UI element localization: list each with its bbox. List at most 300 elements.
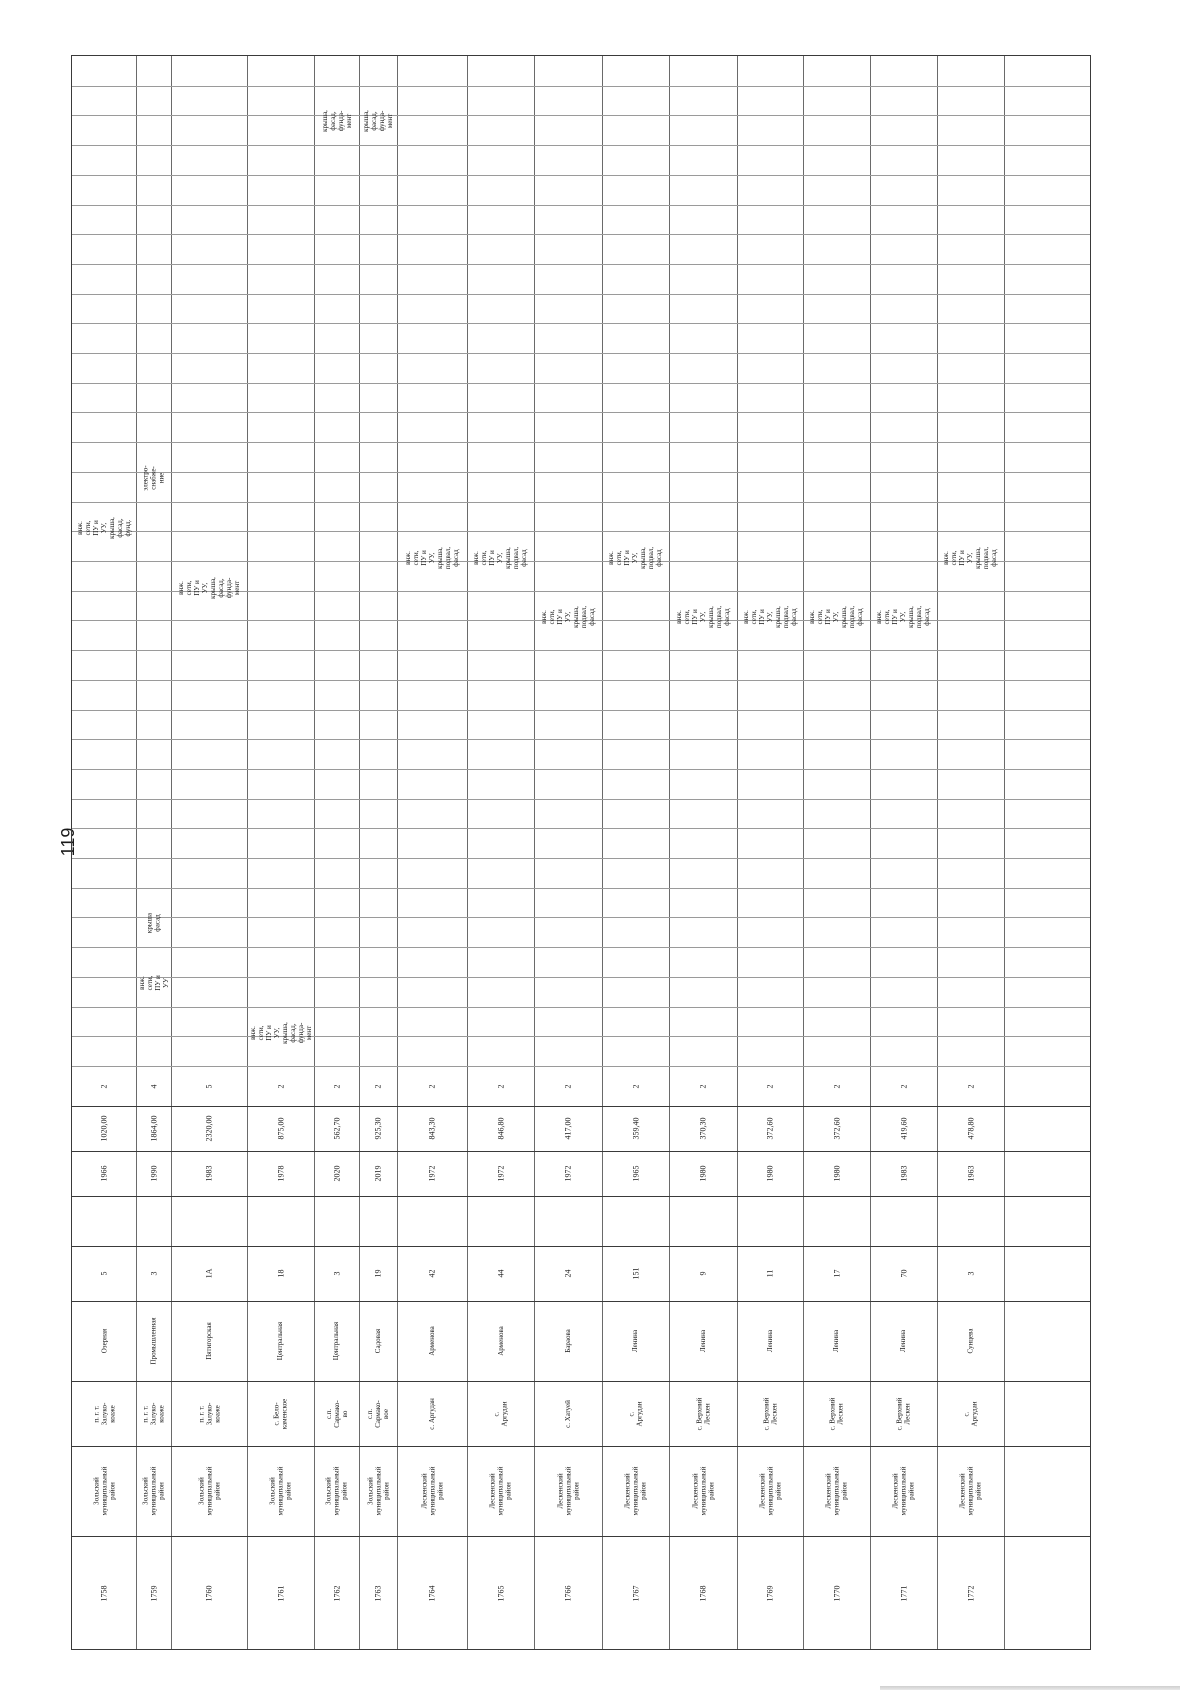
street-cell xyxy=(359,1301,397,1381)
area: 925,30 xyxy=(373,1117,383,1140)
work-note-cell xyxy=(737,585,803,650)
street-cell xyxy=(72,1301,136,1381)
row-number-cell xyxy=(737,1536,803,1651)
district-cell xyxy=(737,1446,803,1536)
house-number-cell xyxy=(247,1246,314,1301)
row-number-cell xyxy=(72,1536,136,1651)
build-year-cell xyxy=(359,1151,397,1196)
area: 478,80 xyxy=(966,1117,975,1140)
build-year: 1972 xyxy=(496,1165,505,1182)
area-cell xyxy=(314,1106,359,1151)
locality-cell xyxy=(803,1381,870,1446)
work-note: внж. сети, ПУ и УУ, крыша, подвал, фасад xyxy=(607,546,664,570)
floors: 4 xyxy=(149,1084,158,1088)
row-number: 1767 xyxy=(631,1585,640,1602)
row-number-cell xyxy=(803,1536,870,1651)
work-note: внж. сети, ПУ и УУ, крыша, подвал, фасад xyxy=(808,606,865,629)
house-number-cell xyxy=(534,1246,602,1301)
district-cell xyxy=(937,1446,1004,1536)
column-divider xyxy=(72,294,1090,295)
row-number-cell xyxy=(314,1536,359,1651)
area: 875,00 xyxy=(276,1117,285,1140)
build-year-cell xyxy=(72,1151,136,1196)
row-number-cell xyxy=(467,1536,534,1651)
work-note: внж. сети, ПУ и УУ, крыша, подвал, фасад xyxy=(942,546,999,570)
row-number: 1762 xyxy=(332,1585,341,1602)
row-number-cell xyxy=(171,1536,247,1651)
area: 370,30 xyxy=(698,1117,708,1140)
district: Лескенский муниципальный район xyxy=(556,1466,580,1516)
work-note-cell xyxy=(534,585,602,650)
district-cell xyxy=(397,1446,467,1536)
work-note-cell xyxy=(72,496,136,561)
street: Бараова xyxy=(564,1329,572,1353)
floors-cell xyxy=(870,1066,937,1106)
house-number: 3 xyxy=(332,1271,341,1276)
area-cell xyxy=(467,1106,534,1151)
locality-cell xyxy=(136,1381,171,1446)
locality-cell xyxy=(870,1381,937,1446)
build-year-cell xyxy=(247,1151,314,1196)
area-cell xyxy=(247,1106,314,1151)
locality-cell xyxy=(937,1381,1004,1446)
floors: 2 xyxy=(832,1084,841,1088)
floors-cell xyxy=(72,1066,136,1106)
column-divider xyxy=(72,323,1090,324)
street-cell xyxy=(397,1301,467,1381)
floors-cell xyxy=(937,1066,1004,1106)
district: Лескенский муниципальный район xyxy=(824,1466,849,1516)
area-cell xyxy=(737,1106,803,1151)
build-year: 1980 xyxy=(765,1165,775,1182)
area-cell xyxy=(870,1106,937,1151)
work-note: внж. сети, ПУ и УУ, крыша, подвал, фасад xyxy=(539,606,596,629)
row-number: 1763 xyxy=(373,1585,383,1602)
floors: 5 xyxy=(204,1084,214,1088)
floors-cell xyxy=(737,1066,803,1106)
house-number: 24 xyxy=(563,1269,573,1278)
district: Лескенский муниципальный район xyxy=(623,1466,648,1516)
area-cell xyxy=(937,1106,1004,1151)
column-divider xyxy=(72,353,1090,354)
district: Лескенский муниципальный район xyxy=(958,1466,983,1516)
floors: 2 xyxy=(427,1084,437,1088)
area-cell xyxy=(669,1106,737,1151)
floors-cell xyxy=(136,1066,171,1106)
floors-cell xyxy=(803,1066,870,1106)
column-divider xyxy=(72,264,1090,265)
district-cell xyxy=(359,1446,397,1536)
district: Зольский муниципальный район xyxy=(366,1466,390,1516)
build-year-cell xyxy=(171,1151,247,1196)
street-cell xyxy=(669,1301,737,1381)
house-number: 19 xyxy=(373,1269,383,1278)
street: Ленина xyxy=(832,1329,841,1353)
floors-cell xyxy=(669,1066,737,1106)
floors: 2 xyxy=(899,1084,908,1088)
house-number-cell xyxy=(737,1246,803,1301)
column-divider xyxy=(72,739,1090,740)
row-number-cell xyxy=(870,1536,937,1651)
locality: с. Хатуей xyxy=(563,1399,572,1428)
street: Центральная xyxy=(332,1321,341,1361)
floors: 2 xyxy=(765,1084,775,1088)
floors-cell xyxy=(171,1066,247,1106)
street: Озерная xyxy=(100,1328,108,1354)
district-cell xyxy=(72,1446,136,1536)
house-number-cell xyxy=(937,1246,1004,1301)
street-cell xyxy=(937,1301,1004,1381)
row-number: 1766 xyxy=(563,1585,573,1602)
area: 417,00 xyxy=(563,1117,573,1140)
row-number-cell xyxy=(534,1536,602,1651)
floors-cell xyxy=(314,1066,359,1106)
locality: с. Бело- каменское xyxy=(272,1398,289,1429)
locality-cell xyxy=(602,1381,669,1446)
house-number: 3 xyxy=(966,1271,975,1276)
locality: с.п. Сармако- вое xyxy=(365,1399,390,1428)
column-divider xyxy=(72,710,1090,711)
work-note-cell xyxy=(669,585,737,650)
work-note: внж. сети, ПУ и УУ, крыша, подвал, фасад xyxy=(674,606,731,629)
district-cell xyxy=(602,1446,669,1536)
build-year: 1972 xyxy=(427,1165,437,1182)
district: Зольский муниципальный район xyxy=(324,1466,349,1516)
house-number-cell xyxy=(803,1246,870,1301)
floors: 2 xyxy=(332,1084,341,1088)
street-cell xyxy=(136,1301,171,1381)
area: 1020,00 xyxy=(99,1115,109,1142)
house-number: 70 xyxy=(899,1269,908,1278)
work-note: крыша фасад xyxy=(145,913,162,934)
floors: 2 xyxy=(563,1084,573,1088)
house-number-cell xyxy=(467,1246,534,1301)
row-number-cell xyxy=(359,1536,397,1651)
column-divider xyxy=(72,977,1090,978)
row-number-cell xyxy=(937,1536,1004,1651)
area-cell xyxy=(171,1106,247,1151)
column-divider xyxy=(72,1036,1090,1037)
floors-cell xyxy=(534,1066,602,1106)
work-note: электро- снабже- ние xyxy=(141,465,166,491)
street: Арменова xyxy=(496,1326,505,1356)
floors-cell xyxy=(359,1066,397,1106)
work-note: внж. сети, ПУ и УУ, крыша, подвал, фасад xyxy=(875,606,932,629)
rotated-data-table xyxy=(71,55,1091,1650)
street: Промышленная xyxy=(149,1317,158,1365)
build-year: 1963 xyxy=(966,1165,975,1182)
street: Ленина xyxy=(766,1329,774,1353)
build-year: 1983 xyxy=(899,1165,908,1182)
work-note: внж. сети, ПУ и УУ, крыша, подвал, фасад xyxy=(472,546,529,570)
work-note-cell xyxy=(467,525,534,590)
district-cell xyxy=(870,1446,937,1536)
work-note-cell xyxy=(803,585,870,650)
locality: с. Аргудан xyxy=(427,1397,436,1430)
street: Пятигорская xyxy=(204,1322,213,1360)
area: 372,60 xyxy=(832,1117,841,1140)
street: Садовая xyxy=(373,1328,382,1354)
floors: 2 xyxy=(966,1084,975,1088)
work-note-cell xyxy=(247,1001,314,1066)
build-year: 1966 xyxy=(99,1165,109,1182)
area: 846,80 xyxy=(496,1117,505,1140)
work-note-cell xyxy=(602,525,669,590)
scan-edge-mark xyxy=(880,1686,1180,1690)
street-cell xyxy=(737,1301,803,1381)
locality: п. г. т. Залуко- коаже xyxy=(141,1402,166,1425)
build-year: 2020 xyxy=(332,1165,341,1182)
build-year-cell xyxy=(937,1151,1004,1196)
floors: 2 xyxy=(373,1084,383,1088)
house-number: 1А xyxy=(204,1268,214,1279)
column-divider xyxy=(72,947,1090,948)
area: 843,30 xyxy=(427,1117,437,1140)
build-year-cell xyxy=(467,1151,534,1196)
district: Лескенский муниципальный район xyxy=(488,1466,513,1516)
locality: с. Верхний Лескен xyxy=(828,1397,845,1430)
column-divider xyxy=(72,472,1090,473)
district-cell xyxy=(171,1446,247,1536)
locality: с. Аргудан xyxy=(962,1401,979,1426)
area-cell xyxy=(72,1106,136,1151)
build-year: 1972 xyxy=(563,1165,573,1182)
row-number: 1759 xyxy=(149,1585,158,1602)
row-number: 1769 xyxy=(765,1585,775,1602)
row-number: 1768 xyxy=(698,1585,708,1602)
house-number: 17 xyxy=(832,1269,841,1278)
row-number: 1761 xyxy=(276,1585,285,1602)
build-year-cell xyxy=(803,1151,870,1196)
district: Лескенский муниципальный район xyxy=(758,1466,782,1516)
column-divider xyxy=(72,888,1090,889)
house-number-cell xyxy=(359,1246,397,1301)
build-year-cell xyxy=(602,1151,669,1196)
build-year: 1983 xyxy=(204,1165,214,1182)
floors-cell xyxy=(397,1066,467,1106)
column-divider xyxy=(72,234,1090,235)
area: 359,40 xyxy=(631,1117,640,1140)
work-note-cell xyxy=(136,900,171,948)
house-number: 44 xyxy=(496,1269,505,1278)
district: Зольский муниципальный район xyxy=(141,1466,166,1516)
build-year-cell xyxy=(870,1151,937,1196)
street: Сунцева xyxy=(966,1328,975,1354)
floors: 2 xyxy=(276,1084,285,1088)
column-divider xyxy=(72,442,1090,443)
build-year-cell xyxy=(669,1151,737,1196)
house-number: 9 xyxy=(698,1271,708,1276)
district: Лескенский муниципальный район xyxy=(691,1466,715,1516)
work-note-cell xyxy=(397,525,467,590)
street-cell xyxy=(171,1301,247,1381)
row-number: 1758 xyxy=(99,1585,109,1602)
district-cell xyxy=(314,1446,359,1536)
locality: с. Верхний Лескен xyxy=(762,1397,778,1430)
row-number: 1771 xyxy=(899,1585,908,1602)
locality-cell xyxy=(171,1381,247,1446)
locality-cell xyxy=(72,1381,136,1446)
work-note: внж. сети, ПУ и УУ, крыша, фасад, фунд. xyxy=(75,517,132,540)
column-divider xyxy=(72,145,1090,146)
row-number-cell xyxy=(397,1536,467,1651)
row-number-cell xyxy=(669,1536,737,1651)
build-year-cell xyxy=(397,1151,467,1196)
district: Лескенский муниципальный район xyxy=(891,1466,916,1516)
column-divider xyxy=(72,1196,1090,1197)
street-cell xyxy=(247,1301,314,1381)
page-number: 119 xyxy=(58,827,78,857)
column-divider xyxy=(72,680,1090,681)
district-cell xyxy=(669,1446,737,1536)
area: 372,60 xyxy=(765,1117,775,1140)
column-divider xyxy=(72,175,1090,176)
locality: с. Аргудан xyxy=(627,1401,644,1426)
build-year-cell xyxy=(737,1151,803,1196)
column-divider xyxy=(72,1007,1090,1008)
house-number: 3 xyxy=(149,1271,158,1276)
floors-cell xyxy=(602,1066,669,1106)
house-number-cell xyxy=(171,1246,247,1301)
street-cell xyxy=(467,1301,534,1381)
area-cell xyxy=(359,1106,397,1151)
row-number-cell xyxy=(247,1536,314,1651)
street-cell xyxy=(534,1301,602,1381)
house-number-cell xyxy=(314,1246,359,1301)
column-divider xyxy=(72,205,1090,206)
locality-cell xyxy=(737,1381,803,1446)
column-divider xyxy=(72,799,1090,800)
build-year: 1978 xyxy=(276,1165,285,1182)
locality: с.п. Сармако- во xyxy=(324,1399,349,1428)
column-divider xyxy=(72,828,1090,829)
work-note: внж. сети, ПУ и УУ, крыша, фасад, фунда- мент xyxy=(248,1022,313,1045)
work-note: внж. сети, ПУ и УУ, крыша, фасад, фунда- мент xyxy=(176,576,241,599)
work-note: крыша, фасад, фунда- мент xyxy=(320,110,353,133)
house-number: 11 xyxy=(765,1269,775,1278)
street-cell xyxy=(314,1301,359,1381)
district: Лескенский муниципальный район xyxy=(420,1466,444,1516)
row-number: 1764 xyxy=(427,1585,437,1602)
house-number-cell xyxy=(870,1246,937,1301)
column-divider xyxy=(72,769,1090,770)
area-cell xyxy=(803,1106,870,1151)
locality: с. Верхний Лескен xyxy=(695,1397,711,1430)
locality-cell xyxy=(314,1381,359,1446)
build-year: 1980 xyxy=(832,1165,841,1182)
locality-cell xyxy=(467,1381,534,1446)
house-number-cell xyxy=(136,1246,171,1301)
build-year: 2019 xyxy=(373,1165,383,1182)
house-number: 151 xyxy=(631,1267,640,1280)
street-cell xyxy=(803,1301,870,1381)
area-cell xyxy=(602,1106,669,1151)
district-cell xyxy=(467,1446,534,1536)
area: 419,60 xyxy=(899,1117,908,1140)
locality-cell xyxy=(397,1381,467,1446)
column-divider xyxy=(72,115,1090,116)
row-number: 1760 xyxy=(204,1585,214,1602)
build-year: 1990 xyxy=(149,1165,158,1182)
work-note-cell xyxy=(937,525,1004,590)
build-year-cell xyxy=(534,1151,602,1196)
work-note: внж. сети, ПУ и УУ, крыша, подвал, фасад xyxy=(403,546,460,570)
work-note: внж. сети, ПУ и УУ, крыша, подвал, фасад xyxy=(741,606,798,629)
floors: 2 xyxy=(698,1084,708,1088)
work-note-cell xyxy=(359,98,397,146)
row-number: 1765 xyxy=(496,1585,505,1602)
locality-cell xyxy=(669,1381,737,1446)
district-cell xyxy=(534,1446,602,1536)
street-cell xyxy=(870,1301,937,1381)
work-note: крыша, фасад, фунда- мент xyxy=(361,110,394,133)
locality-cell xyxy=(359,1381,397,1446)
row-number-cell xyxy=(136,1536,171,1651)
column-divider xyxy=(72,917,1090,918)
work-note-cell xyxy=(171,555,247,620)
house-number: 5 xyxy=(99,1271,109,1276)
work-note-cell xyxy=(136,454,171,502)
street: Арменова xyxy=(428,1326,436,1356)
area-cell xyxy=(534,1106,602,1151)
area-cell xyxy=(397,1106,467,1151)
street: Ленина xyxy=(899,1329,908,1353)
row-number: 1772 xyxy=(966,1585,975,1602)
area: 2320,00 xyxy=(204,1115,214,1142)
column-divider xyxy=(72,502,1090,503)
floors: 2 xyxy=(496,1084,505,1088)
area: 562,70 xyxy=(332,1117,341,1140)
row-number: 1770 xyxy=(832,1585,841,1602)
work-note-cell xyxy=(136,959,171,1007)
house-number: 18 xyxy=(276,1269,285,1278)
row-number-cell xyxy=(602,1536,669,1651)
locality: с. Верхний Лескен xyxy=(895,1397,912,1430)
house-number-cell xyxy=(602,1246,669,1301)
locality: п. г. т. Залуко- коаже xyxy=(91,1402,116,1425)
street: Центральная xyxy=(276,1321,285,1361)
locality: с. Аргудан xyxy=(492,1401,509,1426)
street: Ленина xyxy=(631,1329,640,1353)
work-note-cell xyxy=(314,98,359,146)
district: Зольский муниципальный район xyxy=(268,1466,293,1516)
house-number-cell xyxy=(669,1246,737,1301)
build-year-cell xyxy=(314,1151,359,1196)
floors: 2 xyxy=(631,1084,640,1088)
district-cell xyxy=(803,1446,870,1536)
build-year: 1980 xyxy=(698,1165,708,1182)
build-year-cell xyxy=(136,1151,171,1196)
district-cell xyxy=(247,1446,314,1536)
house-number-cell xyxy=(397,1246,467,1301)
locality-cell xyxy=(247,1381,314,1446)
house-number: 42 xyxy=(427,1269,437,1278)
district: Зольский муниципальный район xyxy=(92,1466,116,1516)
column-divider xyxy=(72,383,1090,384)
area-cell xyxy=(136,1106,171,1151)
column-divider xyxy=(72,412,1090,413)
column-divider xyxy=(72,86,1090,87)
floors-cell xyxy=(247,1066,314,1106)
work-note: внж. сети, ПУ и УУ xyxy=(137,975,170,991)
house-number-cell xyxy=(72,1246,136,1301)
floors: 2 xyxy=(99,1084,109,1088)
street: Ленина xyxy=(699,1329,707,1353)
district: Зольский муниципальный район xyxy=(197,1466,221,1516)
street-cell xyxy=(602,1301,669,1381)
column-divider xyxy=(72,858,1090,859)
work-note-cell xyxy=(870,585,937,650)
